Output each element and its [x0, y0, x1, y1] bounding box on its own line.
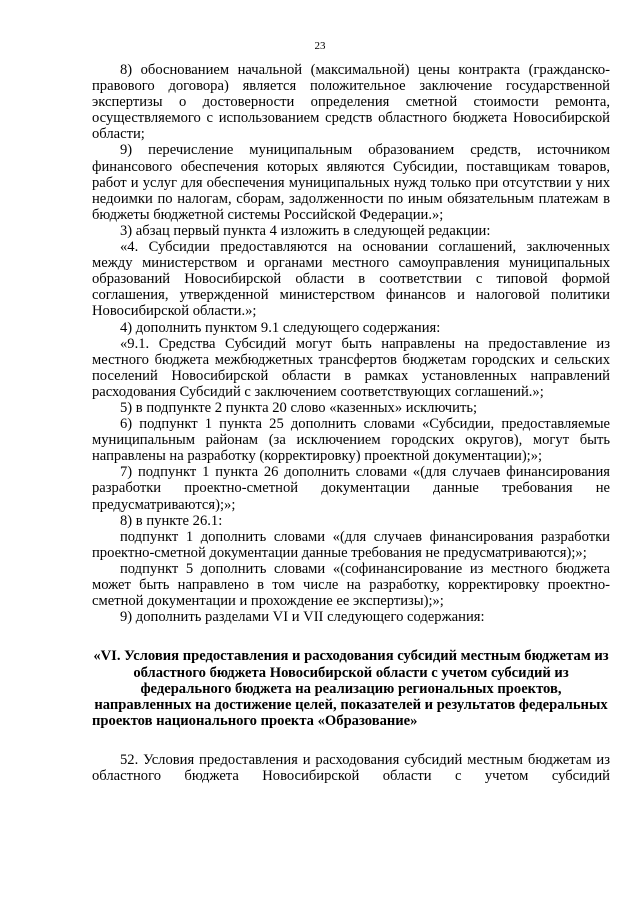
page-number: 23: [314, 40, 326, 52]
paragraph-point-4-text: «4. Субсидии предоставляются на основании соглашений, заключенных между министерством и органами местного самоуправления муниципальных образований Новосибирской области в соответствии с типовой формой соглашения, утвержденной министерством финансов и налоговой политики Новосибирской области.»;: [92, 239, 610, 320]
paragraph-item-6: 6) подпункт 1 пункта 25 дополнить словами «Субсидии, предоставляемые муниципальным районам (за исключением городских округов), могут быть направлены на разработку (корректировку) проектной документации);»;: [92, 416, 610, 465]
section-heading: «VI. Условия предоставления и расходования субсидий местным бюджетам из областного бюджета Новосибирской области с учетом субсидий из федерального бюджета на реализацию региональных проектов, направленных на достижение целей, показателей и результатов федеральных проектов национального проекта «Образование»: [92, 648, 609, 730]
paragraph-point-9-1-text: «9.1. Средства Субсидий могут быть направлены на предоставление из местного бюджета межбюджетных трансфертов бюджетам городских и сельских поселений Новосибирской области в рамках установленных направлений расходования Субсидий с заключением соответствующих соглашений.»;: [92, 335, 610, 400]
paragraph-item-5: 5) в подпункте 2 пункта 20 слово «казенных» исключить;: [120, 399, 478, 416]
paragraph-add-point-9-1: 4) дополнить пунктом 9.1 следующего содержания:: [120, 319, 441, 336]
paragraph-item-7: 7) подпункт 1 пункта 26 дополнить словами «(для случаев финансирования разработки проектно-сметной документации данные требования не предусматриваются);»;: [92, 464, 610, 513]
document-body: [92, 62, 610, 784]
paragraph-item-9-sections: 9) дополнить разделами VI и VII следующего содержания:: [120, 609, 485, 626]
paragraph-item-8-point-26-1: 8) в пункте 26.1:: [120, 512, 223, 529]
paragraph-subitem-5: подпункт 5 дополнить словами «(софинансирование из местного бюджета может быть направлено в том числе на разработку, корректировку проектно-сметной документации и прохождение ее экспертизы);»;: [92, 560, 610, 610]
paragraph-amend-point-4: 3) абзац первый пункта 4 изложить в следующей редакции:: [120, 222, 491, 239]
paragraph-subitem-1: подпункт 1 дополнить словами «(для случаев финансирования разработки проектно-сметной документации данные требования не предусматриваются);»;: [92, 528, 610, 561]
paragraph-item-8-justification: 8) обоснованием начальной (максимальной) цены контракта (гражданско-правового договора) является положительное заключение государственной экспертизы о достоверности определения сметной стоимости ремонта, осуществляемого с использованием средств областного бюджета Новосибирской области;: [92, 62, 610, 143]
paragraph-item-9-transfer: 9) перечисление муниципальным образованием средств, источником финансового обеспечения которых являются Субсидии, поставщикам товаров, работ и услуг для обеспечения муниципальных нужд только при отсутствии у них недоимки по налогам, сборам, задолженности по иным обязательным платежам в бюджеты бюджетной системы Российской Федерации.»;: [92, 142, 610, 223]
paragraph-52: 52. Условия предоставления и расходования субсидий местным бюджетам из областного бюджета Новосибирской области с учетом субсидий: [92, 751, 610, 784]
